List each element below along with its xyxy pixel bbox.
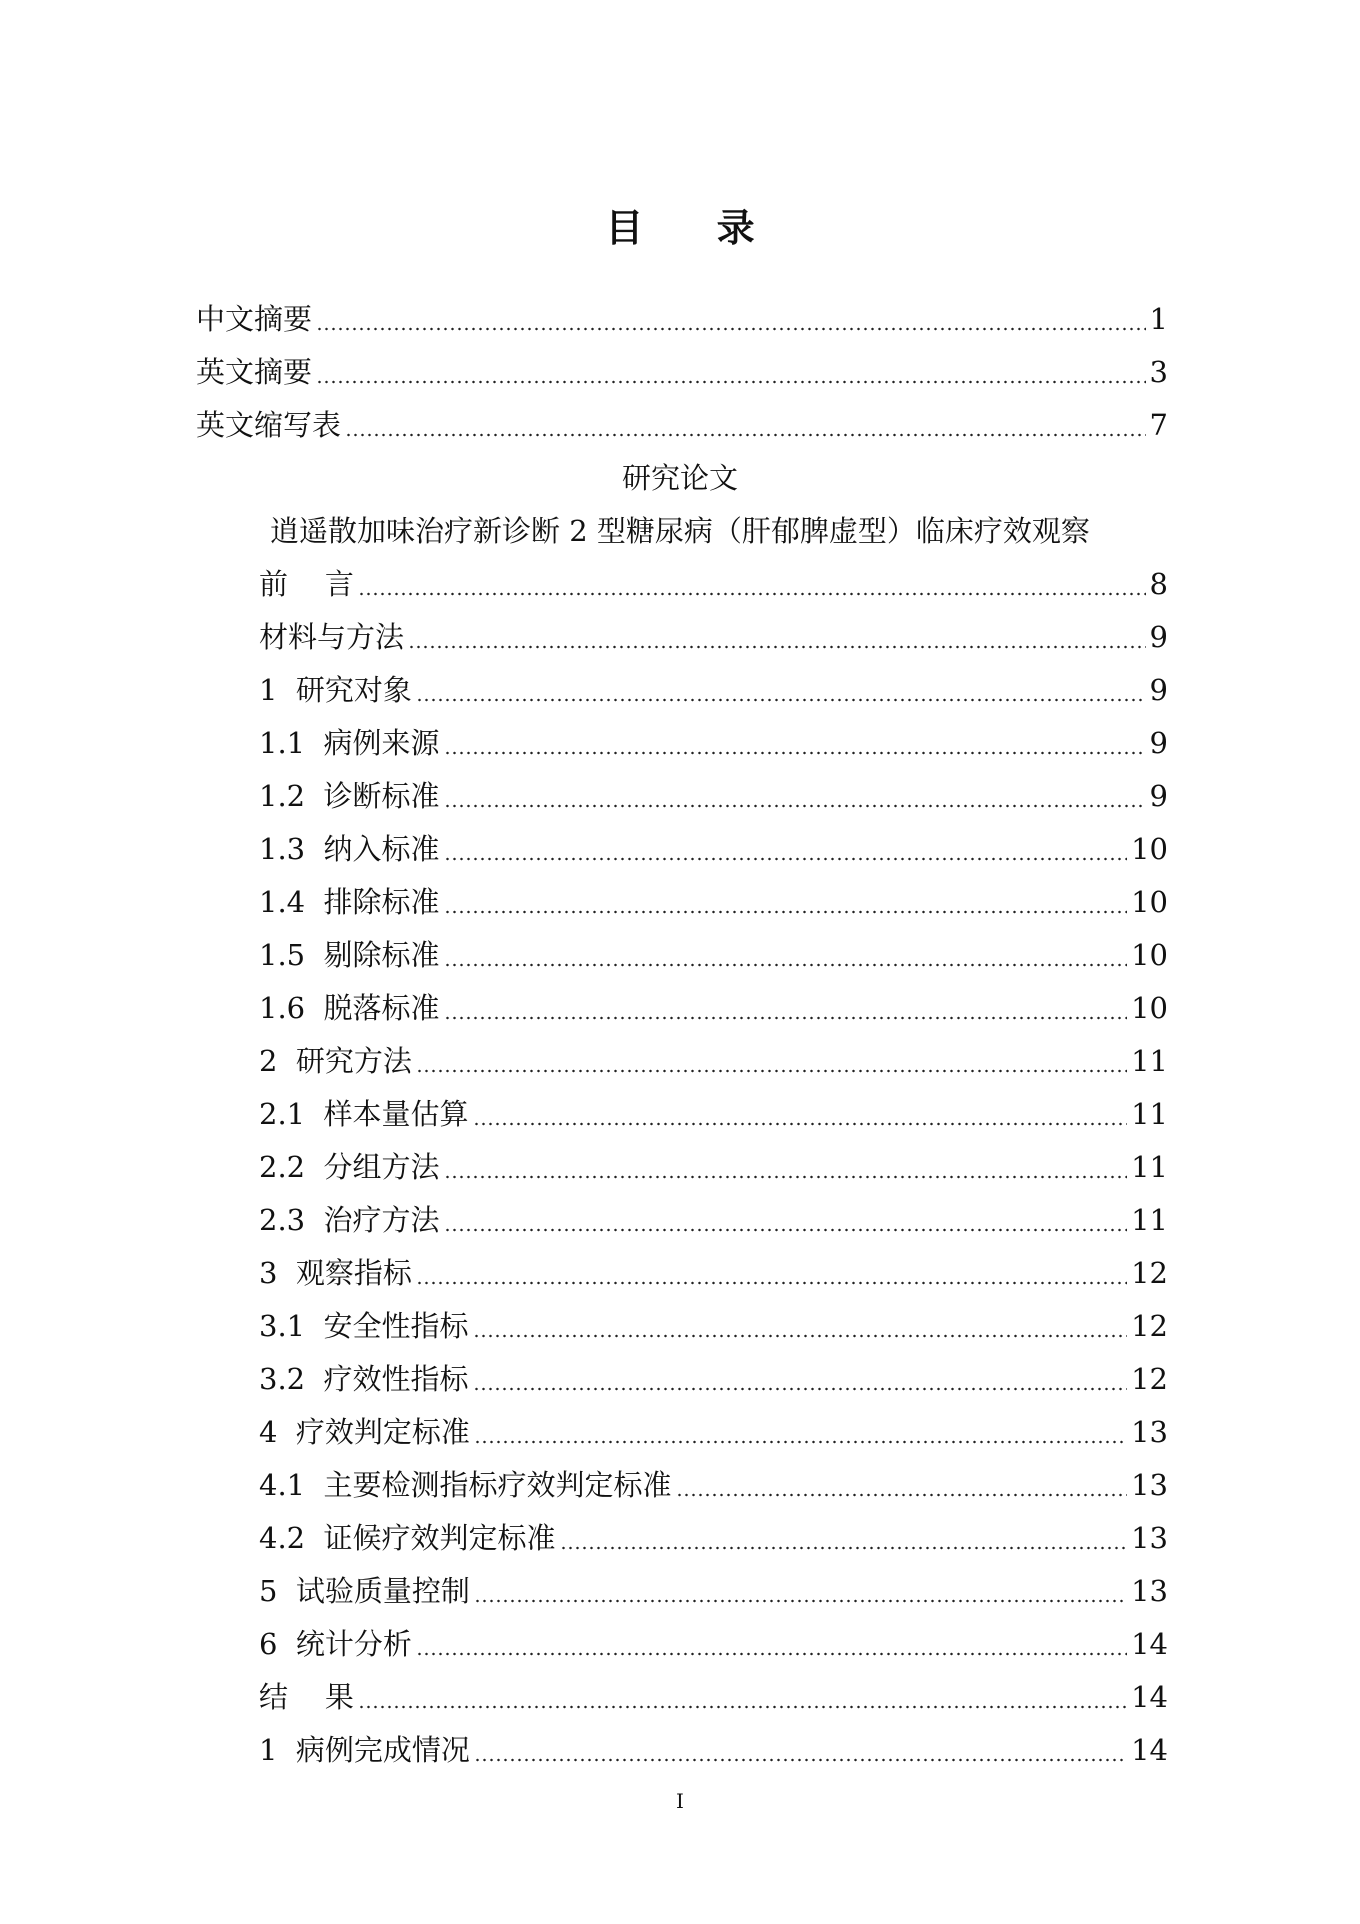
toc-entry-label: 1 病例完成情况: [259, 1733, 470, 1767]
dot-leader: [444, 751, 1146, 755]
toc-entry-label: 英文缩写表: [196, 408, 342, 442]
toc-entry[interactable]: [259, 664, 1168, 717]
toc-entry-label: 1 研究对象: [259, 673, 412, 707]
toc-entry-label: 1.2 诊断标准: [259, 779, 440, 813]
toc-entry-label: 1.1 病例来源: [259, 726, 440, 760]
dot-leader: [473, 1334, 1128, 1338]
toc-entry-page: 14: [1131, 1733, 1168, 1767]
toc-entry[interactable]: [259, 1671, 1168, 1724]
page-number-footer: I: [676, 1789, 684, 1813]
toc-entry-label: 3 观察指标: [259, 1256, 412, 1290]
toc-entry[interactable]: [259, 1035, 1168, 1088]
toc-entry-page: 13: [1131, 1574, 1168, 1608]
toc-entry[interactable]: [259, 1618, 1168, 1671]
toc-entry[interactable]: [259, 770, 1168, 823]
toc-entry[interactable]: [259, 1512, 1168, 1565]
toc-entry[interactable]: [259, 558, 1168, 611]
page-title: 目 录: [605, 206, 785, 250]
toc-entry[interactable]: [259, 1406, 1168, 1459]
toc-entry-label: 中文摘要: [196, 302, 313, 336]
toc-entry-page: 8: [1149, 567, 1168, 601]
toc-entry-label: 材料与方法: [259, 620, 405, 654]
toc-entry-page: 14: [1131, 1680, 1168, 1714]
toc-entry-label: 2 研究方法: [259, 1044, 412, 1078]
toc-entry-label: 2.3 治疗方法: [259, 1203, 440, 1237]
toc-entry[interactable]: [259, 1247, 1168, 1300]
toc-entry-label: 4.1 主要检测指标疗效判定标准: [259, 1468, 672, 1502]
toc-entry-label: 1.5 剔除标准: [259, 938, 440, 972]
dot-leader: [444, 963, 1128, 967]
toc-entry[interactable]: [259, 876, 1168, 929]
section-heading: 研究论文: [621, 461, 738, 495]
toc-entry-page: 9: [1149, 620, 1168, 654]
toc-entry-page: 11: [1131, 1044, 1168, 1078]
toc-entry-label: 1.6 脱落标准: [259, 991, 440, 1025]
dot-leader: [345, 433, 1146, 437]
toc-entry-label: 英文摘要: [196, 355, 313, 389]
toc-entry-label: 1.3 纳入标准: [259, 832, 440, 866]
toc-entry[interactable]: [259, 1141, 1168, 1194]
toc-entry-label: 3.1 安全性指标: [259, 1309, 469, 1343]
dot-leader: [473, 1122, 1128, 1126]
dot-leader: [474, 1440, 1127, 1444]
dot-leader: [408, 645, 1146, 649]
toc-entry-page: 3: [1149, 355, 1168, 389]
dot-leader: [473, 1387, 1128, 1391]
toc-entry-label: 1.4 排除标准: [259, 885, 440, 919]
toc-entry-page: 12: [1131, 1362, 1168, 1396]
toc-entry[interactable]: [196, 293, 1168, 346]
dot-leader: [474, 1758, 1127, 1762]
toc-entry-page: 12: [1131, 1256, 1168, 1290]
dot-leader: [416, 1652, 1127, 1656]
toc-entry[interactable]: [259, 717, 1168, 770]
toc-entry-page: 13: [1131, 1415, 1168, 1449]
toc-entry-page: 11: [1131, 1150, 1168, 1184]
toc-entry[interactable]: [259, 1565, 1168, 1618]
toc-entry-page: 13: [1131, 1521, 1168, 1555]
toc-entry-page: 10: [1131, 938, 1168, 972]
dot-leader: [560, 1546, 1128, 1550]
toc-entry[interactable]: [259, 1088, 1168, 1141]
toc-entry-page: 7: [1149, 408, 1168, 442]
toc-entry-page: 10: [1131, 832, 1168, 866]
toc-entry-page: 9: [1149, 779, 1168, 813]
toc-entry-label: 4.2 证候疗效判定标准: [259, 1521, 556, 1555]
toc-entry[interactable]: [259, 1459, 1168, 1512]
toc-entry[interactable]: [259, 1353, 1168, 1406]
toc-entry-page: 12: [1131, 1309, 1168, 1343]
toc-entry[interactable]: [259, 982, 1168, 1035]
toc-entry-label: 前 言: [259, 567, 354, 601]
dot-leader: [474, 1599, 1127, 1603]
dot-leader: [416, 1281, 1127, 1285]
dot-leader: [676, 1493, 1128, 1497]
toc-entry[interactable]: [259, 929, 1168, 982]
toc-entry-label: 4 疗效判定标准: [259, 1415, 470, 1449]
toc-entry-page: 11: [1131, 1203, 1168, 1237]
dot-leader: [444, 910, 1128, 914]
toc-entry-label: 5 试验质量控制: [259, 1574, 470, 1608]
paper-title: 逍遥散加味治疗新诊断 2 型糖尿病（肝郁脾虚型）临床疗效观察: [270, 514, 1090, 548]
toc-entry-page: 9: [1149, 673, 1168, 707]
toc-entry[interactable]: [259, 1724, 1168, 1777]
toc-entry-label: 3.2 疗效性指标: [259, 1362, 469, 1396]
toc-entry-page: 9: [1149, 726, 1168, 760]
toc-entry[interactable]: [259, 1300, 1168, 1353]
toc-entry-label: 结 果: [259, 1680, 354, 1714]
dot-leader: [444, 1175, 1128, 1179]
toc-entry[interactable]: [259, 611, 1168, 664]
dot-leader: [444, 857, 1128, 861]
toc-entry-page: 11: [1131, 1097, 1168, 1131]
toc-entry-page: 13: [1131, 1468, 1168, 1502]
dot-leader: [358, 592, 1146, 596]
toc-entry[interactable]: [196, 346, 1168, 399]
toc-entry[interactable]: [259, 1194, 1168, 1247]
toc-entry-page: 1: [1149, 302, 1168, 336]
dot-leader: [316, 380, 1146, 384]
dot-leader: [358, 1705, 1127, 1709]
toc-entry-page: 10: [1131, 991, 1168, 1025]
dot-leader: [444, 804, 1146, 808]
toc-entry-label: 2.1 样本量估算: [259, 1097, 469, 1131]
dot-leader: [316, 327, 1146, 331]
toc-entry-label: 6 统计分析: [259, 1627, 412, 1661]
dot-leader: [416, 698, 1146, 702]
dot-leader: [444, 1016, 1128, 1020]
toc-entry[interactable]: [196, 399, 1168, 452]
dot-leader: [416, 1069, 1127, 1073]
toc-entry-page: 10: [1131, 885, 1168, 919]
toc-entry-label: 2.2 分组方法: [259, 1150, 440, 1184]
toc-entry-page: 14: [1131, 1627, 1168, 1661]
dot-leader: [444, 1228, 1128, 1232]
toc-entry[interactable]: [259, 823, 1168, 876]
